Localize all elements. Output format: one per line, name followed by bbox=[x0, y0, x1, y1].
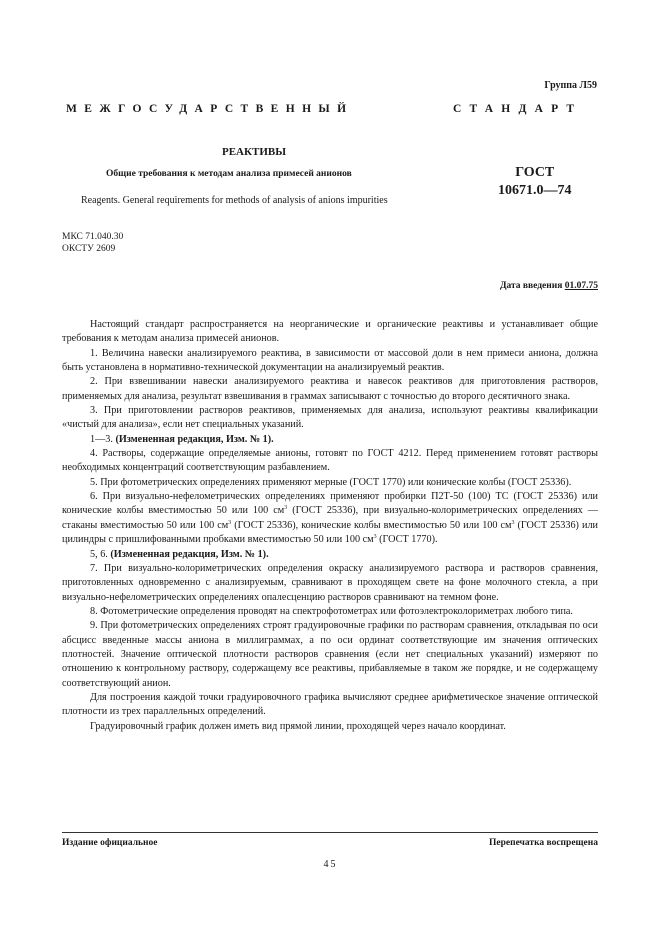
reprint-prohibited-label: Перепечатка воспрещена bbox=[488, 838, 598, 848]
gost-designation bbox=[498, 164, 572, 200]
introduction-date bbox=[500, 281, 598, 291]
paragraph-4: 4. Растворы, содержащие определяемые анионы, готовят по ГОСТ 4212. Перед применением готовят растворы необходимых концентраций соответствующим разбавлением. bbox=[62, 448, 598, 474]
p6-part-d: (ГОСТ 25336) или цилиндры с пришлифованными пробками вместимостью 50 или 100 см bbox=[62, 519, 598, 546]
paragraph-9: 9. При фотометрических определениях строят градуировочные графики по растворам сравнения, откладывая по оси абсцисс введенные массы аниона в миллиграммах, а по оси ординат соответствующие им значения оптических плотностей. Значение оптической плотности растворов сравнения (если нет специальных указаний) измеряют по отношению к контрольному раствору, содержащему все реактивы, прибавляемые в таком же порядке, и не содержащему соответствующий анион. bbox=[62, 620, 598, 689]
intro-date-value: 01.07.75 bbox=[564, 281, 598, 291]
paragraph-9-cont-1: Для построения каждой точки градуировочного графика вычисляют среднее арифметическое значение оптической плотности из трех параллельных определений. bbox=[62, 691, 598, 718]
standard-type-word-1: МЕЖГОСУДАРСТВЕННЫЙ bbox=[66, 103, 354, 115]
document-subtitle: Общие требования к методам анализа примесей анионов bbox=[106, 169, 352, 179]
p6-part-c: (ГОСТ 25336), конические колбы вместимостью 50 или 100 см bbox=[231, 519, 512, 531]
p6-part-e: (ГОСТ 1770). bbox=[376, 534, 438, 546]
official-edition-label: Издание официальное bbox=[62, 838, 158, 848]
superscript-3: 3 bbox=[373, 534, 377, 541]
p6-part-a: 6. При визуально-нефелометрических определениях применяют пробирки П2Т-50 (100) ТС (ГОСТ 25336) или конические колбы вместимостью 50 или 100 см bbox=[62, 491, 598, 517]
okstu-code: ОКСТУ 2609 bbox=[62, 244, 116, 254]
gost-label: ГОСТ bbox=[515, 165, 555, 180]
amendment-note: (Измененная редакция, Изм. № 1). bbox=[115, 433, 274, 445]
amendment-ref: 5, 6. bbox=[90, 548, 111, 560]
p6-part-b: (ГОСТ 25336), при визуально-колориметрических определениях — стаканы вместимостью 50 или 100 см bbox=[62, 505, 598, 531]
amendment-note: (Измененная редакция, Изм. № 1). bbox=[110, 548, 269, 560]
mks-code: МКС 71.040.30 bbox=[62, 232, 124, 242]
paragraph-3: 3. При приготовлении растворов реактивов, применяемых для анализа, используют реактивы квалификации «чистый для анализа», если нет специальных указаний. bbox=[62, 405, 598, 431]
document-body bbox=[62, 318, 598, 734]
paragraph-5: 5. При фотометрических определениях применяют мерные (ГОСТ 1770) или конические колбы (ГОСТ 25336). bbox=[90, 476, 572, 488]
document-title: РЕАКТИВЫ bbox=[222, 146, 287, 158]
paragraph-amendment-5-6 bbox=[62, 548, 598, 562]
intro-date-label: Дата введения bbox=[499, 281, 565, 291]
paragraph-6 bbox=[62, 490, 598, 547]
superscript-3: 3 bbox=[228, 519, 232, 526]
paragraph-amendment-1-3 bbox=[62, 433, 598, 447]
standard-type-word-2: СТАНДАРТ bbox=[453, 103, 583, 115]
page-number: 45 bbox=[323, 859, 338, 870]
gost-number: 10671.0—74 bbox=[498, 183, 572, 198]
paragraph-9-cont-2: Градуировочный график должен иметь вид прямой линии, проходящей через начало координат. bbox=[90, 720, 506, 732]
paragraph-7: 7. При визуально-колориметрических определения окраску анализируемого раствора и растворов сравнения, приготовленных одновременно с анализируемым, сравнивают в проходящем свете на фоне молочного стекла, а при визуально-нефелометрических определениях опалесценцию растворов сравнивают на темном фоне. bbox=[62, 562, 598, 603]
classification-codes bbox=[62, 231, 123, 255]
footer-divider bbox=[62, 832, 598, 833]
paragraph-2: 2. При взвешивании навески анализируемого реактива и навесок реактивов для приготовления растворов, применяемых для анализа, результат взвешивания в граммах записывают с точностью до второго десятичного знака. bbox=[62, 376, 598, 402]
superscript-3: 3 bbox=[284, 505, 288, 512]
paragraph-intro: Настоящий стандарт распространяется на неорганические и органические реактивы и устанавливает общие требования к методам анализа примесей анионов. bbox=[62, 319, 598, 345]
english-title: Reagents. General requirements for methods of analysis of anions impurities bbox=[81, 195, 388, 206]
amendment-ref: 1—3. bbox=[90, 433, 116, 445]
superscript-3: 3 bbox=[511, 519, 515, 526]
paragraph-8: 8. Фотометрические определения проводят на спектрофотометрах или фотоэлектроколориметрах любого типа. bbox=[90, 605, 573, 617]
paragraph-1: 1. Величина навески анализируемого реактива, в зависимости от массовой доли в нем примеси аниона, должна быть установлена в нормативно-технической документации на анализируемый реактив. bbox=[62, 347, 598, 374]
group-code: Группа Л59 bbox=[544, 80, 597, 91]
